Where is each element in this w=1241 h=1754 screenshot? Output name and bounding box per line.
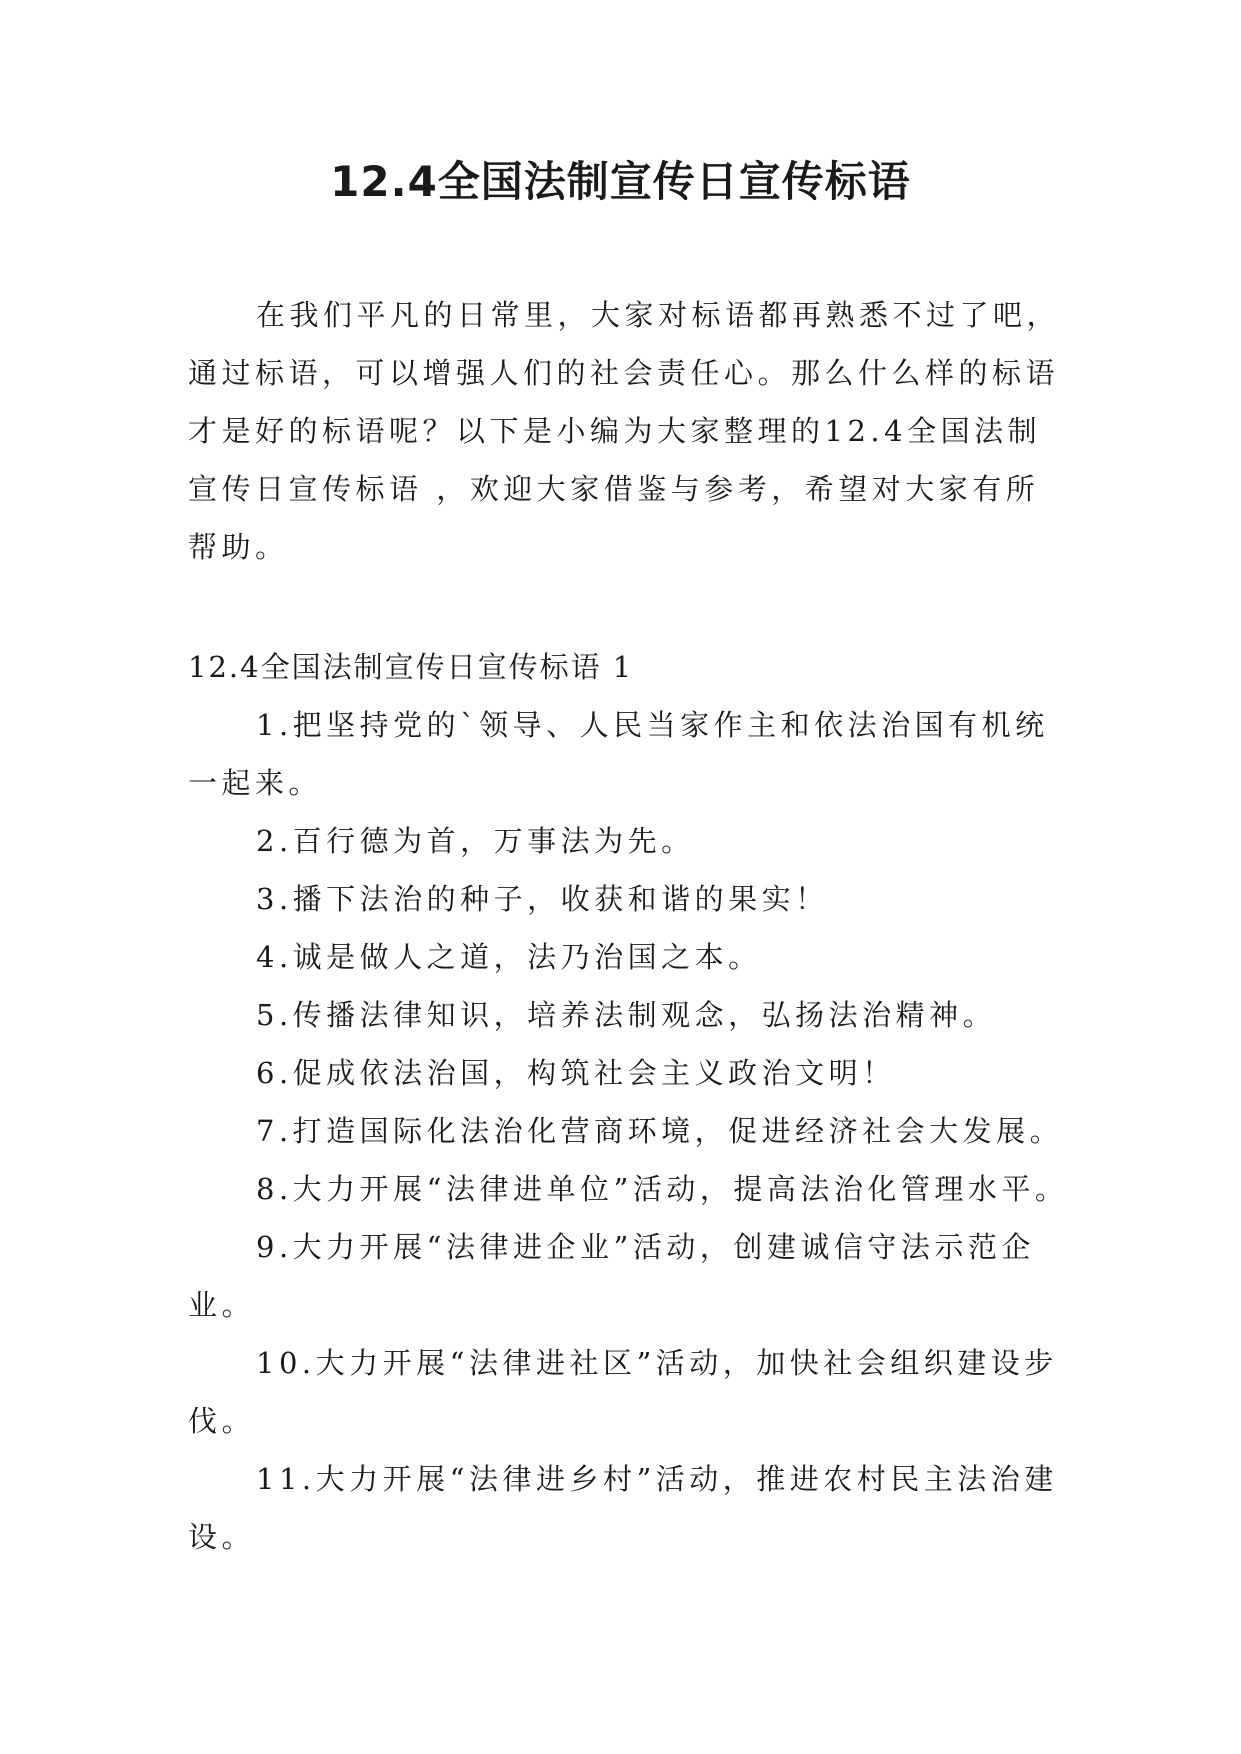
slogan-item: 11.大力开展“法律进乡村”活动，推进农村民主法治建设。 bbox=[188, 1462, 1058, 1554]
slogan-item: 5.传播法律知识，培养法制观念，弘扬法治精神。 bbox=[256, 998, 997, 1032]
slogan-item: 3.播下法治的种子，收获和谐的果实！ bbox=[256, 882, 829, 916]
slogan-item: 2.百行德为首，万事法为先。 bbox=[256, 824, 695, 858]
document-title: 12.4全国法制宣传日宣传标语 bbox=[330, 157, 911, 206]
slogan-item: 4.诚是做人之道，法乃治国之本。 bbox=[256, 940, 762, 974]
slogan-item: 7.打造国际化法治化营商环境，促进经济社会大发展。 bbox=[256, 1114, 1064, 1148]
slogan-item: 8.大力开展“法律进单位”活动，提高法治化管理水平。 bbox=[256, 1172, 1069, 1206]
slogan-item: 9.大力开展“法律进企业”活动，创建诚信守法示范企业。 bbox=[188, 1230, 1035, 1322]
slogan-list bbox=[188, 696, 1069, 1566]
section-heading: 12.4全国法制宣传日宣传标语 1 bbox=[188, 650, 634, 684]
slogan-item: 10.大力开展“法律进社区”活动，加快社会组织建设步伐。 bbox=[188, 1346, 1058, 1438]
slogan-item: 6.促成依法治国，构筑社会主义政治文明！ bbox=[256, 1056, 896, 1090]
intro-paragraph: 在我们平凡的日常里，大家对标语都再熟悉不过了吧，通过标语，可以增强人们的社会责任心。那么什么样的标语才是好的标语呢？以下是小编为大家整理的12.4全国法制宣传日宣传标语 ，欢迎大家借鉴与参考，希望对大家有所帮助。 bbox=[188, 298, 1061, 564]
slogan-item: 1.把坚持党的`领导、人民当家作主和依法治国有机统一起来。 bbox=[188, 708, 1049, 800]
